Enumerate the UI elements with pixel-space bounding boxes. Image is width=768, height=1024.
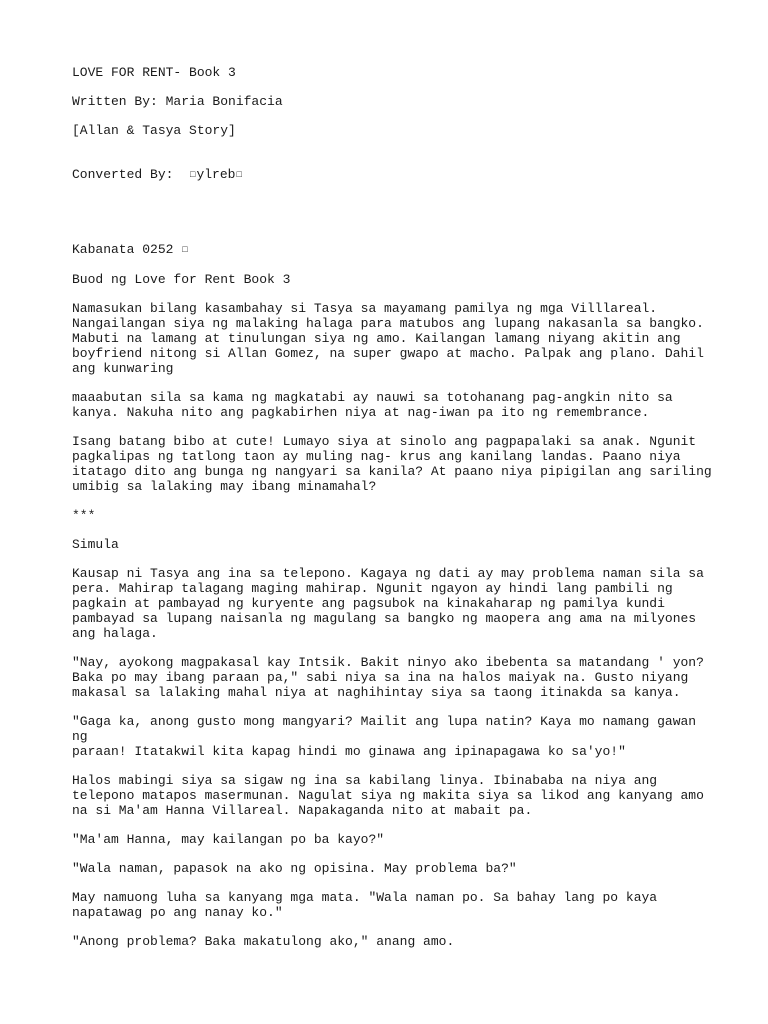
- book-title: LOVE FOR RENT- Book 3: [72, 65, 236, 80]
- paragraph: May namuong luha sa kanyang mga mata. "Wala naman po. Sa bahay lang po kaya napatawag po ang nanay ko.": [72, 890, 658, 920]
- chapter-label-line: [72, 242, 712, 258]
- chapter-label: Kabanata 0252: [72, 242, 174, 257]
- paragraph: Namasukan bilang kasambahay si Tasya sa mayamang pamilya ng mga Villlareal. Nangailangan siya ng malaking halaga para matubos ang lupang nakasanla sa bangko. Mabuti na lamang at tinulungan siya ng amo. Kailangan lamang niyang akitin ang boyfriend nitong si Allan Gomez, na super gwapo at macho. Palpak ang plano. Dahil ang kunwaring: [72, 301, 704, 376]
- box-glyph-icon: □: [190, 170, 196, 180]
- story-subtitle: [Allan & Tasya Story]: [72, 123, 236, 138]
- section-heading: Simula: [72, 537, 119, 552]
- paragraph: maaabutan sila sa kama ng magkatabi ay nauwi sa totohanang pag-angkin nito sa kanya. Nakuha nito ang pagkabirhen niya at nag-iwan pa ito ng remembrance.: [72, 390, 673, 420]
- paragraph: Isang batang bibo at cute! Lumayo siya at sinolo ang pagpapalaki sa anak. Ngunit pagkalipas ng tatlong taon ay muling nag- krus ang kanilang landas. Paano niya itatago dito ang bunga ng nangyari sa kanila? At paano niya pipigilan ang sariling umibig sa lalaking may ibang minamahal?: [72, 434, 712, 494]
- paragraph: Halos mabingi siya sa sigaw ng ina sa kabilang linya. Ibinababa na niya ang telepono matapos masermunan. Nagulat siya ng makita siya sa likod ang kanyang amo na si Ma'am Hanna Villareal. Napakaganda nito at mabait pa.: [72, 773, 704, 818]
- box-glyph-icon: □: [182, 245, 188, 255]
- paragraph: "Gaga ka, anong gusto mong mangyari? Mailit ang lupa natin? Kaya mo namang gawan ng paraan! Itatakwil kita kapag hindi mo ginawa ang ipinapagawa ko sa'yo!": [72, 714, 697, 759]
- author-line: Written By: Maria Bonifacia: [72, 94, 283, 109]
- document-page: [72, 65, 712, 949]
- paragraph: "Nay, ayokong magpakasal kay Intsik. Bakit ninyo ako ibebenta sa matandang ' yon? Baka po may ibang paraan pa," sabi niya sa ina na halos maiyak na. Gusto niyang makasal sa lalaking mahal niya at naghihintay siya sa taong itinakda sa kanya.: [72, 655, 704, 700]
- converted-by-line: [72, 167, 712, 183]
- converter-name: ylreb: [196, 167, 236, 182]
- box-glyph-icon: □: [236, 170, 242, 180]
- paragraph: Kausap ni Tasya ang ina sa telepono. Kagaya ng dati ay may problema naman sila sa pera. Mahirap talagang maging mahirap. Ngunit ngayon ay hindi lang pambili ng pagkain at pambayad ng kuryente ang pagsubok na kinakaharap ng pamilya kundi pambayad sa lupang naisanla ng magulang sa bangko ng maopera ang ama na milyones ang halaga.: [72, 566, 704, 641]
- paragraph: "Anong problema? Baka makatulong ako," anang amo.: [72, 934, 455, 949]
- section-separator: ***: [72, 508, 96, 523]
- summary-heading: Buod ng Love for Rent Book 3: [72, 272, 291, 287]
- paragraph: "Wala naman, papasok na ako ng opisina. May problema ba?": [72, 861, 517, 876]
- converted-by-label: Converted By:: [72, 167, 174, 182]
- paragraph: "Ma'am Hanna, may kailangan po ba kayo?": [72, 832, 385, 847]
